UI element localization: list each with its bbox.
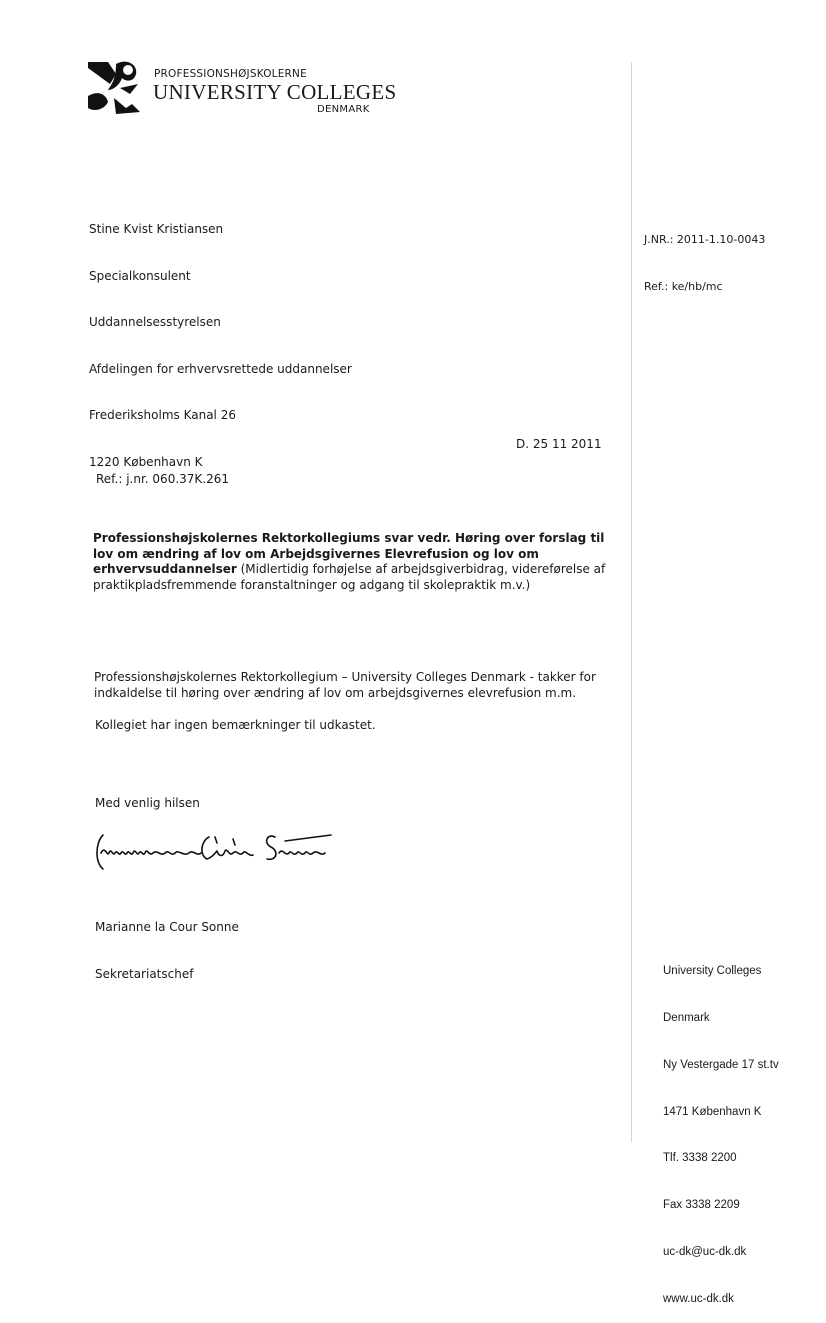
logo-icon [86,60,146,120]
email-link[interactable]: uc-dk@uc-dk.dk [663,1245,747,1258]
journal-number: J.NR.: 2011-1.10-0043 [644,233,766,246]
journal-reference [644,201,765,310]
subject-heading [93,531,613,593]
org-name-line3: DENMARK [317,104,370,115]
address-line: Tlf. 3338 2200 [663,1152,737,1165]
sender-title: Sekretariatschef [95,966,194,981]
address-line: Fax 3338 2209 [663,1199,740,1212]
sender-name: Marianne la Cour Sonne [95,920,239,934]
recipient-line: Frederiksholms Kanal 26 [89,408,236,422]
recipient-address [89,191,352,486]
recipient-line: Uddannelsesstyrelsen [89,315,221,329]
closing-phrase: Med venlig hilsen [95,796,200,810]
address-line: Denmark [663,1011,710,1024]
subject-note: (Midlertidig forhøjelse af arbejdsgiverbidrag, videreførelse af praktikpladsfremmende foranstaltninger og adgang til skolepraktik m.v.) [93,562,606,592]
signature-image [93,823,333,875]
body-paragraph-2: Kollegiet har ingen bemærkninger til udkastet. [95,718,376,732]
letter-date: D. 25 11 2011 [516,437,602,451]
recipient-line: Stine Kvist Kristiansen [89,222,224,236]
website-link[interactable]: www.uc-dk.dk [663,1292,734,1305]
body-paragraph-1: Professionshøjskolernes Rektorkollegium – University Colleges Denmark - takker for indkaldelse til høring over ændring af lov om arbejdsgivernes elevrefusion m.m. [94,670,596,700]
subject-bold: Professionshøjskolernes Rektorkollegiums svar vedr. Høring over forslag til lov om ændring af lov om Arbejdsgivernes Elevrefusion og lov om erhvervsuddannelser [93,531,605,576]
organisation-address [663,933,779,1323]
reference-initials: Ref.: ke/hb/mc [644,279,723,293]
margin-divider [631,62,632,1142]
recipient-line: Specialkonsulent [89,268,191,283]
org-name-line1: PROFESSIONSHØJSKOLERNE [154,68,307,80]
address-line: University Colleges [663,965,762,978]
recipient-line: Afdelingen for erhvervsrettede uddannelser [89,361,352,376]
recipient-line: 1220 København K [89,454,203,469]
sender-block [95,889,239,998]
address-line: Ny Vestergade 17 st.tv [663,1058,779,1071]
address-line: 1471 København K [663,1105,762,1118]
our-reference: Ref.: j.nr. 060.37K.261 [96,472,229,486]
org-name-line2: UNIVERSITY COLLEGES [153,80,397,104]
